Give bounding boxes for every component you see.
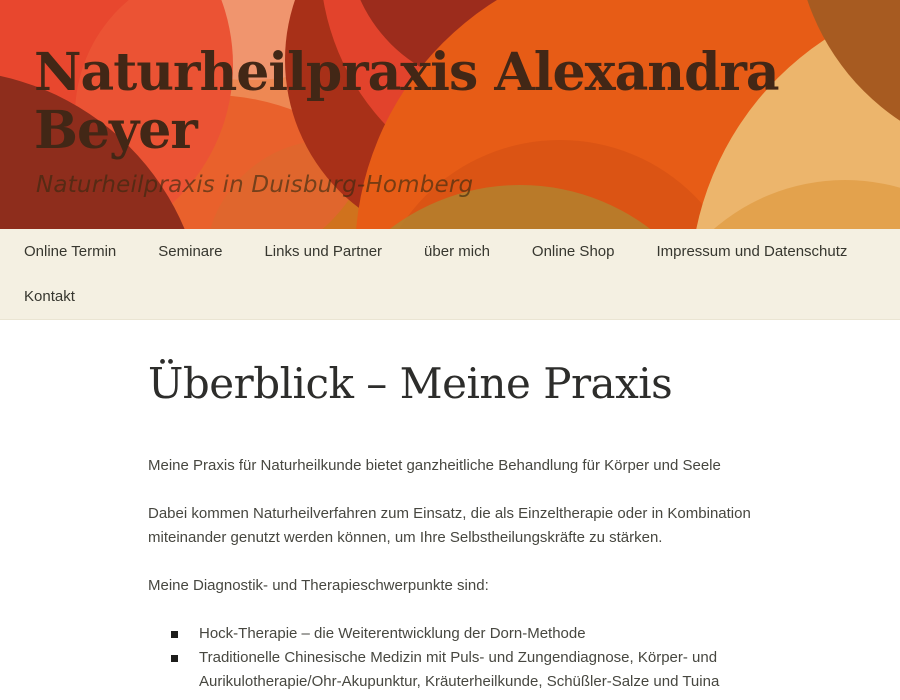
nav-item-online-shop[interactable]: Online Shop xyxy=(531,243,615,260)
nav-item-online-termin[interactable]: Online Termin xyxy=(24,243,117,260)
site-tagline: Naturheilpraxis in Duisburg-Homberg xyxy=(36,172,474,199)
site-title[interactable]: Naturheilpraxis Alexandra Beyer xyxy=(34,42,779,162)
nav-item-links-und-partner[interactable]: Links und Partner xyxy=(264,243,383,260)
nav-item-seminare[interactable]: Seminare xyxy=(158,243,223,260)
site-header xyxy=(0,0,900,229)
article-overview xyxy=(148,320,770,694)
main-nav xyxy=(0,229,900,320)
therapy-combination-paragraph: Dabei kommen Naturheilverfahren zum Einsatz, die als Einzeltherapie oder in Kombination miteinander genutzt werden können, um Ihre Selbstheilungskräfte zu stärken. xyxy=(148,505,751,547)
header-text-block xyxy=(34,44,876,198)
nav-item-ueber-mich[interactable]: über mich xyxy=(424,243,490,260)
therapy-focus-list xyxy=(148,622,770,694)
list-item: Hock-Therapie – die Weiterentwicklung der Dorn-Methode xyxy=(171,622,770,646)
nav-item-kontakt[interactable]: Kontakt xyxy=(24,288,75,305)
list-item: Traditionelle Chinesische Medizin mit Puls- und Zungendiagnose, Körper- und Aurikulotherapie/Ohr-Akupunktur, Kräuterheilkunde, Schüßler-Salze und Tuina xyxy=(171,646,770,694)
nav-item-impressum-und-datenschutz[interactable]: Impressum und Datenschutz xyxy=(656,243,848,260)
page-title: Überblick – Meine Praxis xyxy=(148,359,673,408)
intro-paragraph: Meine Praxis für Naturheilkunde bietet ganzheitliche Behandlung für Körper und Seele xyxy=(148,457,721,475)
focus-intro-paragraph: Meine Diagnostik- und Therapieschwerpunkte sind: xyxy=(148,577,489,595)
